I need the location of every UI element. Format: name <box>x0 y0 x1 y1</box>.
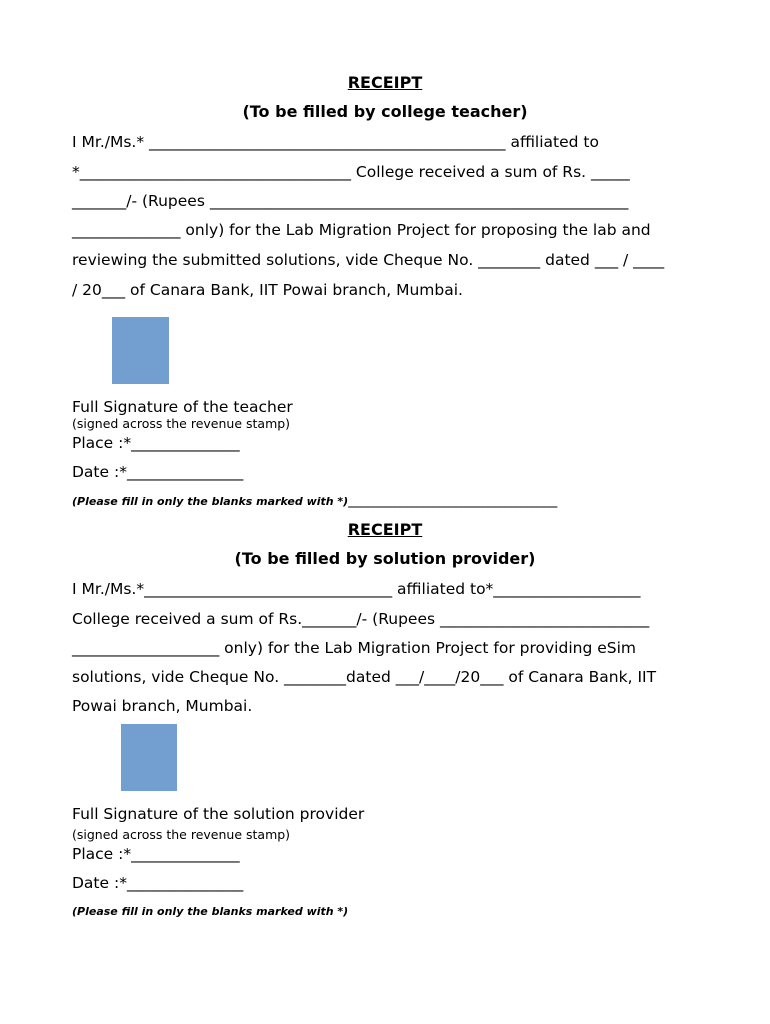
receipt1-line: I Mr./Ms.* ______________________________________________ affiliated to <box>72 133 599 151</box>
receipt1-line: *___________________________________ College received a sum of Rs. _____ <box>72 163 630 181</box>
receipt2-date: Date :*_______________ <box>72 874 244 892</box>
receipt1-line: _______/- (Rupees ______________________________________________________ <box>72 192 629 210</box>
revenue-stamp-box <box>121 724 177 791</box>
receipt1-stamp-note: (signed across the revenue stamp) <box>72 416 291 431</box>
receipt1-heading: RECEIPT <box>347 73 423 92</box>
receipt1-date: Date :*_______________ <box>72 463 244 481</box>
revenue-stamp-box <box>112 317 169 384</box>
receipt2-stamp-note: (signed across the revenue stamp) <box>72 827 291 842</box>
receipt1-line: / 20___ of Canara Bank, IIT Powai branch, Mumbai. <box>72 281 463 299</box>
receipt1-signature-label: Full Signature of the teacher <box>72 398 293 416</box>
receipt2-place: Place :*______________ <box>72 845 240 863</box>
receipt2-line: Powai branch, Mumbai. <box>72 697 253 715</box>
receipt1-place: Place :*______________ <box>72 434 240 452</box>
receipt2-line: ___________________ only) for the Lab Migration Project for providing eSim <box>72 639 636 657</box>
receipt2-line: I Mr./Ms.*________________________________ affiliated to*___________________ <box>72 580 641 598</box>
receipt2-line: solutions, vide Cheque No. ________dated ___/____/20___ of Canara Bank, IIT <box>72 668 657 686</box>
receipt1-line: reviewing the submitted solutions, vide Cheque No. ________ dated ___ / ____ <box>72 251 665 269</box>
receipt2-fill-note: (Please fill in only the blanks marked with *) <box>72 905 349 918</box>
receipt1-subheading: (To be filled by college teacher) <box>242 102 528 121</box>
receipt2-line: College received a sum of Rs._______/- (Rupees ___________________________ <box>72 610 650 628</box>
receipt1-fill-note: (Please fill in only the blanks marked with *)______________________________________ <box>72 495 558 508</box>
receipt2-signature-label: Full Signature of the solution provider <box>72 805 365 823</box>
receipt2-heading: RECEIPT <box>347 520 423 539</box>
receipt2-subheading: (To be filled by solution provider) <box>234 549 536 568</box>
receipt1-line: ______________ only) for the Lab Migration Project for proposing the lab and <box>72 221 651 239</box>
